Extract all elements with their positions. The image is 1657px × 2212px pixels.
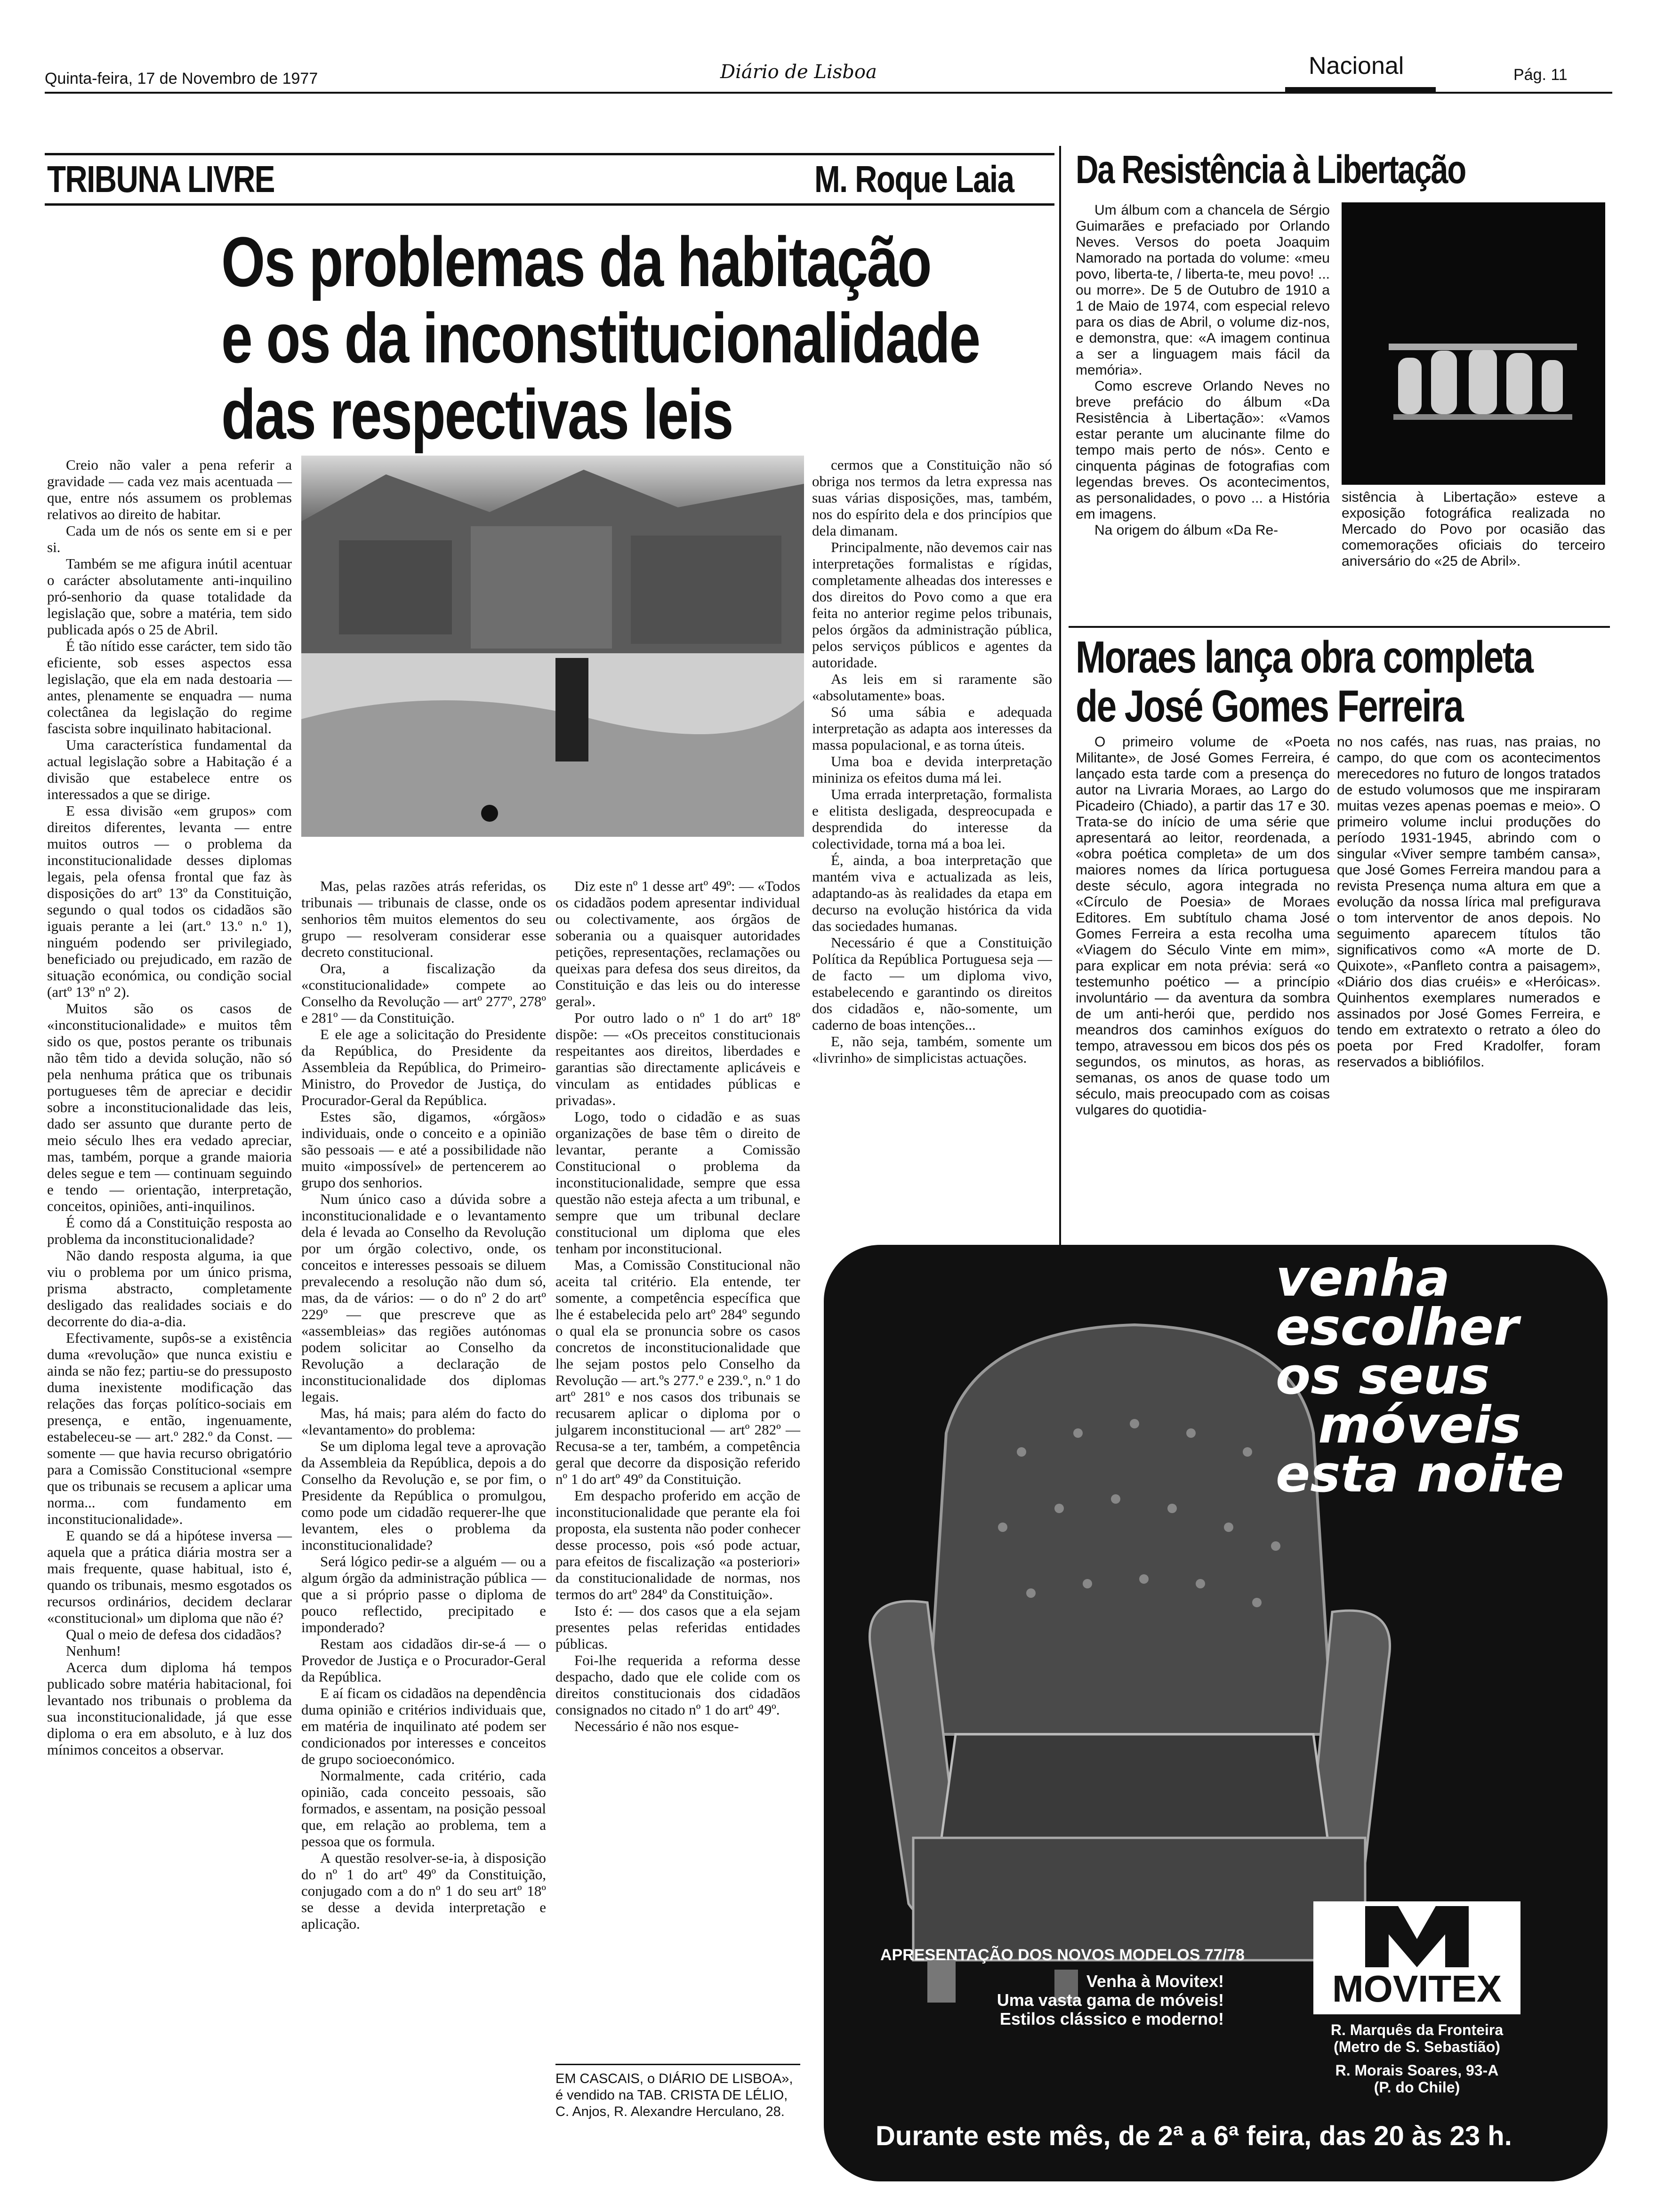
tribuna-col-1 xyxy=(47,457,292,1758)
issue-date: Quinta-feira, 17 de Novembro de 1977 xyxy=(45,70,318,88)
paragraph: Mas, a Comissão Constitucional não aceita tal critério. Ela entende, ter somente, a competência específica que lhe é estabelecida pelo artº 284º segundo o qual ela se pronuncia sobre os casos concretos de inconstitucionalidade que lhe sejam postos pelo Conselho da Revolução — art.ºs 277.º e 239.º, n.º 1 do artº 281º e nos casos dos tribunais se recusarem aplicar o diploma por o julgarem inconstitucional — artº 282º — Recusa-se a ter, também, a competência geral que decorre da disposição referido nº 1 do artº 49º da Constituição. xyxy=(555,1257,800,1487)
paragraph: Um álbum com a chancela de Sérgio Guimarães e prefaciado por Orlando Neves. Versos do poeta Joaquim Namorado na portada do volume: «meu povo, liberta-te, / liberta-te, meu povo! ... ou morre». De 5 de Outubro de 1910 a 1 de Maio de 1974, com especial relevo para os dias de Abril, o volume diz-nos, e demonstra, que: «A imagem continua a ser a linguagem mais fácil da memória». xyxy=(1076,202,1330,378)
movitex-ad xyxy=(824,1245,1608,2181)
paragraph: Efectivamente, supôs-se a existência duma «revolução» que nunca existiu e ainda se não fez; partiu-se do pressuposto duma inexistente modificação das relações das forças político-sociais em presença, e então, ingenuamente, estabeleceu-se — art.º 282.º da Const. — somente — que havia recurso obrigatório para a Comissão Constitucional «sempre que os tribunais se recusem a aplicar uma norma... com fundamento em inconstitucionalidade». xyxy=(47,1330,292,1527)
paragraph: Por outro lado o nº 1 do artº 18º dispõe: — «Os preceitos constitucionais respeitantes aos direitos, liberdades e garantias são directamente aplicáveis e vinculam as entidades públicas e privadas». xyxy=(555,1010,800,1108)
slogan-line: esta noite xyxy=(1276,1445,1564,1504)
page-number: Pág. 11 xyxy=(1513,66,1568,84)
tribuna-col-4 xyxy=(812,457,1052,1066)
section-label: Nacional xyxy=(1309,52,1404,80)
protest-photo-image xyxy=(1342,202,1605,485)
paragraph: Ora, a fiscalização da «constitucionalidade» compete ao Conselho da Revolução — artº 277º, 278º e 281º — da Constituição. xyxy=(301,960,546,1026)
masthead: Diário de Lisboa xyxy=(720,61,877,83)
paragraph: Não dando resposta alguma, ia que viu o problema por um único prisma, prisma abstracto, completamente desligado das realidades sociais e do decorrente do dia-a-dia. xyxy=(47,1247,292,1330)
paragraph: Se um diploma legal teve a aprovação da Assembleia da República, depois a do Conselho da Revolução e, se por fim, o Presidente da República o promulgou, como pode um cidadão requerer-lhe que levantem, eles o problema da inconstitucionalidade? xyxy=(301,1438,546,1553)
byline: M. Roque Laia xyxy=(814,158,1014,200)
paragraph: É tão nítido esse carácter, tem sido tão eficiente, sob esses aspectos essa legislação, que ela em nada destoaria — antes, plenamente se enquadra — numa colectânea da legislação do regime fascista sobre inquilinato habitacional. xyxy=(47,638,292,737)
sales-note: EM CASCAIS, o DIÁRIO DE LISBOA», é vendido na TAB. CRISTA DE LÉLIO, C. Anjos, R. Alexandre Herculano, 28. xyxy=(555,2071,793,2119)
brand-name: MOVITEX xyxy=(1332,1968,1502,2010)
headline-line: das respectivas leis xyxy=(221,375,733,454)
resistencia-text xyxy=(1076,202,1330,538)
resistencia-headline: Da Resistência à Libertação xyxy=(1076,147,1465,192)
moraes-col-1: O primeiro volume de «Poeta Militante», de José Gomes Ferreira, é lançado esta tarde com a presença do autor na Livraria Moraes, ao Largo do Picadeiro (Chiado), a partir das 17 e 30. Trata-se do início de uma série que apresentará ao leitor, reordenada, a «obra poética completa» de um dos maiores nomes da lírica portuguesa deste século, agora integrada no «Círculo de Poesia» de Moraes Editores. Em subtítulo chama José Gomes Ferreira a esta recolha uma «Viagem do Século Vinte em mim», para explicar em nota prévia: será «o testemunho poético — a princípio involuntário — da aventura da sombra de um anti-herói que, perdido nos meandros dos caminhos exíguos do tempo, atravessou em bicos dos pés os segundos, os minutos, as horas, as semanas, os anos de quase todo um século, mais preocupado com as coisas vulgares do quotidia- xyxy=(1076,734,1330,1118)
movitex-logo xyxy=(1313,1901,1520,2014)
ad-slogan xyxy=(1276,1249,1596,1504)
tribuna-photo xyxy=(301,456,804,837)
paragraph: E ele age a solicitação do Presidente da República, do Presidente da Assembleia da República, do Primeiro-Ministro, do Provedor de Justiça, do Procurador-Geral da República. xyxy=(301,1026,546,1108)
paragraph: Também se me afigura inútil acentuar o carácter absolutamente anti-inquilino pró-senhorio da quase totalidade da legislação que, sobre a matéria, tem sido publicada após o 25 de Abril. xyxy=(47,555,292,638)
main-headline xyxy=(221,224,980,452)
address-line: (Metro de S. Sebastião) xyxy=(1334,2038,1500,2055)
paragraph: Cada um de nós os sente em si e per si. xyxy=(47,522,292,555)
address-line: R. Marquês da Fronteira xyxy=(1330,2021,1504,2038)
tribuna-col-3 xyxy=(555,878,800,1734)
paragraph: Normalmente, cada critério, cada opinião, cada conceito pessoais, são formados, e assentam, na posição pessoal que, em relação ao problema, tem a pessoa que os formula. xyxy=(301,1767,546,1850)
paragraph: Em despacho proferido em acção de inconstitucionalidade que perante ela foi proposta, ela sustenta não poder conhecer desse processo, pois «só pode actuar, para efeitos de fiscalização «a posteriori» da constitucionalidade de normas, nos termos do artº 284º da Constituição». xyxy=(555,1487,800,1603)
slogan-line: móveis xyxy=(1318,1396,1521,1455)
paragraph: Muitos são os casos de «inconstitucionalidade» e muitos têm sido os que, postos perante os tribunais não têm tido a devida solução, não só pela nenhuma prática que os tribunais portugueses têm de apreciar e decidir sobre a inconstitucionalidade das leis, dado ser assunto que durante perto de meio século lhes era vedado apreciar, mas, também, porque a grande maioria deles segue e tem — continuam seguindo e tendo — orientação, interpretação, conceitos, opiniões, anti-inquilinos. xyxy=(47,1000,292,1214)
tribuna-col-2 xyxy=(301,878,546,1932)
housing-photo-image xyxy=(301,456,804,837)
paragraph: E essa divisão «em grupos» com direitos diferentes, levanta — entre muitos outros — o problema da inconstitucionalidade desses diplomas legais, pela ofensa frontal que faz às disposições do artº 13º da Constituição, segundo o qual todos os cidadãos são iguais perante a lei (art.º 13.º n.º 1), ninguém podendo ser privilegiado, beneficiado ou prejudicado, em razão de situação económica, ou condição social (artº 13º nº 2). xyxy=(47,802,292,1000)
ad-address xyxy=(1304,2021,1530,2096)
logo-mark xyxy=(1365,1906,1469,1967)
paragraph: Qual o meio de defesa dos cidadãos? xyxy=(66,1626,282,1643)
paragraph: É como dá a Constituição resposta ao problema da inconstitucionalidade? xyxy=(47,1214,292,1247)
paragraph: Foi-lhe requerida a reforma desse despacho, dado que ele colide com os direitos constitucionais dos cidadãos consignados no citado nº 1 do artº 49º. xyxy=(555,1652,800,1718)
address-line: (P. do Chile) xyxy=(1374,2079,1460,2096)
headline-line: Os problemas da habitação xyxy=(221,222,931,301)
ad-hours: Durante este mês, de 2ª a 6ª feira, das 20 às 23 h. xyxy=(876,2121,1512,2151)
paragraph: Isto é: — dos casos que a ela sejam presentes pelas referidas entidades públicas. xyxy=(555,1603,800,1652)
paragraph: Necessário é não nos esque- xyxy=(574,1718,739,1734)
paragraph: Como escreve Orlando Neves no breve prefácio do álbum «Da Resistência à Libertação»: «Vamos estar perante um alucinante filme do tempo mais perto de nós». Cento e cinquenta páginas de fotografias com legendas breves. Os acontecimentos, as personalidades, o povo ... a História em imagens. xyxy=(1076,378,1330,522)
sales-note-rule xyxy=(555,2064,800,2065)
ad-line: Venha à Movitex! xyxy=(1086,1972,1224,1991)
movitex-m-icon xyxy=(1365,1906,1469,1967)
section-underline xyxy=(1285,87,1436,94)
paragraph: Restam aos cidadãos dir-se-á — o Provedor de Justiça e o Procurador-Geral da República. xyxy=(301,1635,546,1685)
tribuna-top-rule xyxy=(45,153,1054,155)
paragraph: Estes são, digamos, «órgãos» individuais, onde o conceito e a opinião são pessoais — e até a possibilidade não muito «impossível» de pertencerem ao grupo dos senhorios. xyxy=(301,1108,546,1191)
paragraph: Uma boa e devida interpretação mininiza os efeitos duma má lei. xyxy=(812,753,1052,786)
moraes-col-2: no nos cafés, nas ruas, nas praias, no campo, do que com os acontecimentos merecedores no futuro de longos tratados de estudo volumosos que me inspiraram muitas vezes apenas poemas e meio». O primeiro volume inclui produções do período 1931-1945, abrindo com o singular «Viver sempre também cansa», que José Gomes Ferreira mandou para a revista Presença numa altura em que a evolução da nossa lírica mal prefigurava o tom interventor de anos depois. No seguimento aparecem títulos tão significativos como «A morte de D. Quixote», «Panfleto contra a paisagem», «Diário dos dias cruéis» e «Heróicas». Quinhentos exemplares numerados e assinados por José Gomes Ferreira, e tendo em extratexto o retrato a óleo do poeta por Fred Kradolfer, foram reservados a bibliófilos. xyxy=(1337,734,1601,1070)
tribuna-kicker-rule xyxy=(45,203,1054,206)
paragraph: A questão resolver-se-ia, à disposição do nº 1 do artº 49º da Constituição, conjugado com a do nº 1 do seu artº 18º se desse a devida interpretação e aplicação. xyxy=(301,1850,546,1932)
paragraph: Só uma sábia e adequada interpretação as adapta aos interesses da massa populacional, e as torna úteis. xyxy=(812,704,1052,753)
slogan-line: venha xyxy=(1276,1249,1450,1308)
ad-presentation: APRESENTAÇÃO DOS NOVOS MODELOS 77/78 xyxy=(880,1946,1245,1964)
ad-line: Uma vasta gama de móveis! xyxy=(997,1990,1224,2010)
paragraph: É, ainda, a boa interpretação que mantém viva e actualizada as leis, adaptando-as às realidades da etapa em decurso na evolução histórica da vida das sociedades humanas. xyxy=(812,852,1052,934)
paragraph: Diz este nº 1 desse artº 49º: — «Todos os cidadãos podem apresentar individual ou colectivamente, aos órgãos de soberania ou a quaisquer autoridades petições, representações, reclamações ou queixas para defesa dos seus direitos, da Constituição e das leis ou do interesse geral». xyxy=(555,878,800,1010)
paragraph: Mas, há mais; para além do facto do «levantamento» do problema: xyxy=(301,1405,546,1438)
paragraph: E aí ficam os cidadãos na dependência duma opinião e critérios individuais que, em matéria de inquilinato até podem ser condicionados por interesses e conceitos de grupo socioeconómico. xyxy=(301,1685,546,1767)
resistencia-caption: sistência à Libertação» esteve a exposição fotográfica realizada no Mercado do Povo por ocasião das comemorações oficiais do terceiro aniversário do «25 de Abril». xyxy=(1342,489,1605,569)
slogan-line: escolher xyxy=(1276,1298,1519,1357)
resistencia-photo xyxy=(1342,202,1605,485)
paragraph: Nenhum! xyxy=(66,1643,121,1659)
slogan-line: os seus xyxy=(1276,1347,1490,1406)
paragraph: cermos que a Constituição não só obriga nos termos da letra expressa nas suas várias disposições, mas, também, nos do espírito dela e dos princípios que dela dimanam. xyxy=(812,457,1052,539)
paragraph: Uma errada interpretação, formalista e elitista desligada, despreocupada e desprendida do interesse da colectividade, torna má a boa lei. xyxy=(812,786,1052,852)
paragraph: Mas, pelas razões atrás referidas, os tribunais — tribunais de classe, onde os senhorios têm muitos elementos do seu grupo — resolveram considerar esse decreto constitucional. xyxy=(301,878,546,960)
moraes-top-rule xyxy=(1069,626,1610,628)
paragraph: Uma característica fundamental da actual legislação sobre a Habitação é a divisão que estabelece entre os interessados a que se dirige. xyxy=(47,737,292,802)
paragraph: Logo, todo o cidadão e as suas organizações de base têm o direito de levantar, perante a Comissão Constitucional o problema da inconstitucionalidade, sempre que essa questão não esteja afecta a um tribunal, e sempre que um tribunal declare constitucional um diploma que eles tenham por inconstitucional. xyxy=(555,1108,800,1257)
paragraph: Acerca dum diploma há tempos publicado sobre matéria habitacional, foi levantado nos tribunais o problema da sua inconstitucionalidade, já que esse diploma o era em absoluto, e à luz dos mínimos conceitos a observar. xyxy=(47,1659,292,1758)
ad-lines xyxy=(918,1972,1224,2028)
headline-line: de José Gomes Ferreira xyxy=(1076,681,1463,731)
paragraph: Será lógico pedir-se a alguém — ou a algum órgão da administração pública — que a si próprio passe o diploma de pouco reflectido, precipitado e imponderado? xyxy=(301,1553,546,1635)
paragraph: Creio não valer a pena referir a gravidade — cada vez mais acentuada — que, entre nós assumem os problemas relativos ao direito de habitar. xyxy=(47,457,292,522)
moraes-headline xyxy=(1076,633,1533,730)
ad-line: Estilos clássico e moderno! xyxy=(999,2009,1224,2028)
paragraph: Principalmente, não devemos cair nas interpretações formalistas e rígidas, completamente alheadas dos interesses e dos direitos do Povo como a que era feita no anterior regime pelos tribunais, pelos órgãos da administração pública, pelos serviços públicos e agentes da autoridade. xyxy=(812,539,1052,671)
address-line: R. Morais Soares, 93-A xyxy=(1335,2062,1499,2079)
paragraph: E, não seja, também, somente um «livrinho» de simplicistas actuações. xyxy=(812,1033,1052,1066)
paragraph: Necessário é que a Constituição Política da República Portuguesa seja — de facto — um diploma vivo, estabelecendo e garantindo os direitos dos cidadãos e, não-somente, um caderno de boas intenções... xyxy=(812,934,1052,1033)
headline-line: e os da inconstitucionalidade xyxy=(221,298,980,377)
paragraph: As leis em si raramente são «absolutamente» boas. xyxy=(812,671,1052,704)
column-divider xyxy=(1059,146,1061,1245)
paragraph: Num único caso a dúvida sobre a inconstitucionalidade e o levantamento dela é levada ao Conselho da Revolução por um órgão colectivo, onde, os conceitos e interesses pessoais se diluem prevalecendo a resolução não dum só, mas, da de vários: — o do nº 2 do artº 229º — que prescreve que as «assembleias» das regiões autónomas podem solicitar ao Conselho da Revolução a declaração de inconstitucionalidade dos diplomas legais. xyxy=(301,1191,546,1405)
section-kicker: TRIBUNA LIVRE xyxy=(47,158,274,200)
headline-line: Moraes lança obra completa xyxy=(1076,632,1533,682)
paragraph: Na origem do álbum «Da Re- xyxy=(1094,522,1279,538)
paragraph: E quando se dá a hipótese inversa — aquela que a prática diária mostra ser a mais frequente, quase habitual, isto é, quando os tribunais, mesmo esgotados os recursos ordinários, decidem declarar «constitucional» um diploma que não é? xyxy=(47,1527,292,1626)
